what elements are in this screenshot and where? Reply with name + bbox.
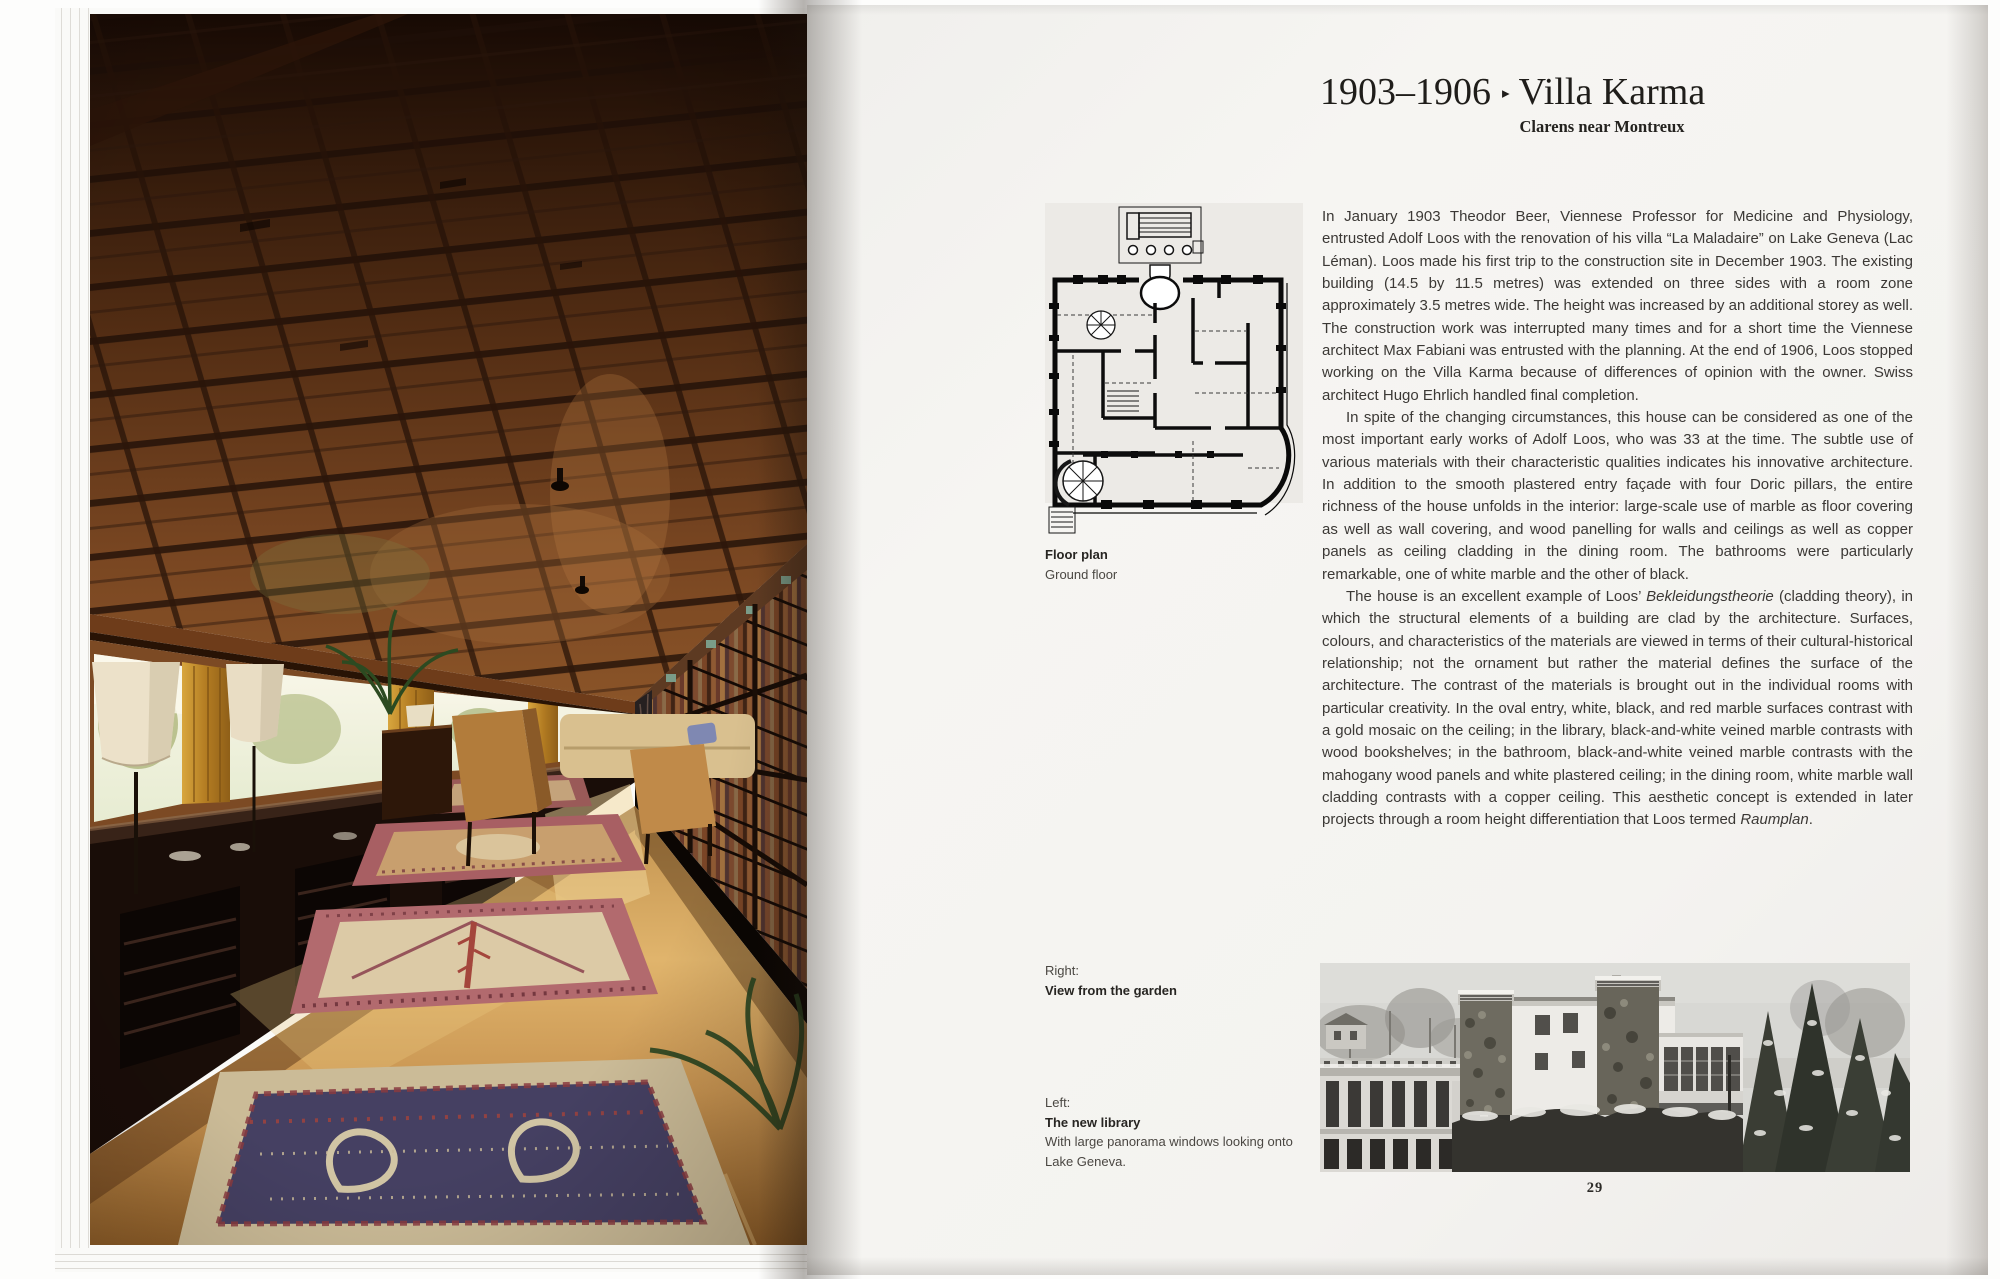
body-text — [1322, 206, 1913, 832]
body-paragraph: In spite of the changing circumstances, this house can be considered as one of the most important early works of Adolf Loos, who was 33 at the time. The subtle use of various materials with their characteristic qualities indicates his innovative architecture. In addition to the smooth plastered entry façade with four Doric pillars, the entire richness of the house unfolds in the interior: large-scale use of marble as floor covering as well as wall covering, and wood panelling for walls and ceilings as well as copper panels as ceiling cladding in the dining room. The bathrooms were particularly remarkable, one of white marble and the other of black. — [1322, 409, 1913, 583]
photo-vignette — [90, 14, 807, 1245]
title-separator-icon: ▸ — [1502, 83, 1510, 102]
page-number: 29 — [1586, 1180, 1604, 1196]
library-photo-art — [90, 14, 807, 1245]
library-photo — [90, 14, 807, 1245]
floor-plan-figure — [1043, 203, 1305, 535]
caption-right — [1045, 961, 1285, 1000]
floor-plan-drawing — [1043, 203, 1305, 535]
body-paragraph: In January 1903 Theodor Beer, Viennese Professor for Medicine and Physiology, entrusted Adolf Loos with the renovation of his villa “La Maladaire” on Lake Geneva (Lac Léman). Loos made his first trip to the construction site in December 1903. The existing building (14.5 by 11.5 metres) was extended on three sides with a room zone approximately 3.5 metres wide. The height was increased by an additional storey as well. The construction work was interrupted many times and for a short time the Viennese architect Max Fabiani was entrusted with the planning. At the end of 1906, Loos stopped working on the Villa Karma because of differences of opinion with the owner. Swiss architect Hugo Ehrlich handled final completion. — [1322, 208, 1913, 404]
title-years: 1903–1906 — [1320, 71, 1491, 113]
villa-exterior-photo — [1320, 963, 1910, 1172]
caption-left — [1045, 1093, 1299, 1171]
body-paragraph: The house is an excellent example of Loos’ Bekleidungstheorie (cladding theory), in which the structural elements of a building are clad by the architecture. Surfaces, colours, and characteristics of the materials are viewed in terms of their cultural-historical relationship; not the ornament but rather the material defines the surface of the architecture. The contrast of the materials is brought out in the individual rooms with particular creativity. In the oval entry, white, black, and red marble surfaces contrast with a gold mosaic on the ceiling; in the library, black-and-white veined marble contrasts with wood bookshelves; in the bathroom, black-and-white veined marble contrasts with the mahogany wood panels and white plastered ceiling; in the dining room, white marble wall cladding contrasts with a copper ceiling. This aesthetic concept is extended in later projects through a room height differentiation that Loos termed Raumplan. — [1322, 587, 1913, 829]
caption-left-label: Left: — [1045, 1095, 1071, 1110]
chapter-title — [1320, 72, 1780, 113]
pergola-colonnade — [1320, 1061, 1462, 1172]
page-edge-stack-left — [55, 8, 89, 1272]
floor-plan-caption-sub: Ground floor — [1045, 566, 1118, 582]
page-edge-stack-bottom — [55, 1248, 807, 1272]
floor-plan-caption — [1045, 545, 1285, 584]
villa-photo-art — [1320, 963, 1910, 1172]
caption-right-label: Right: — [1045, 963, 1079, 978]
floor-plan-caption-title: Floor plan — [1045, 547, 1108, 562]
caption-right-title: View from the garden — [1045, 982, 1177, 998]
title-name: Villa Karma — [1518, 71, 1706, 113]
caption-left-sub: With large panorama windows looking onto Lake Geneva. — [1045, 1134, 1293, 1169]
caption-left-title: The new library — [1045, 1114, 1141, 1130]
title-subtitle: Clarens near Montreux — [1519, 117, 1685, 136]
